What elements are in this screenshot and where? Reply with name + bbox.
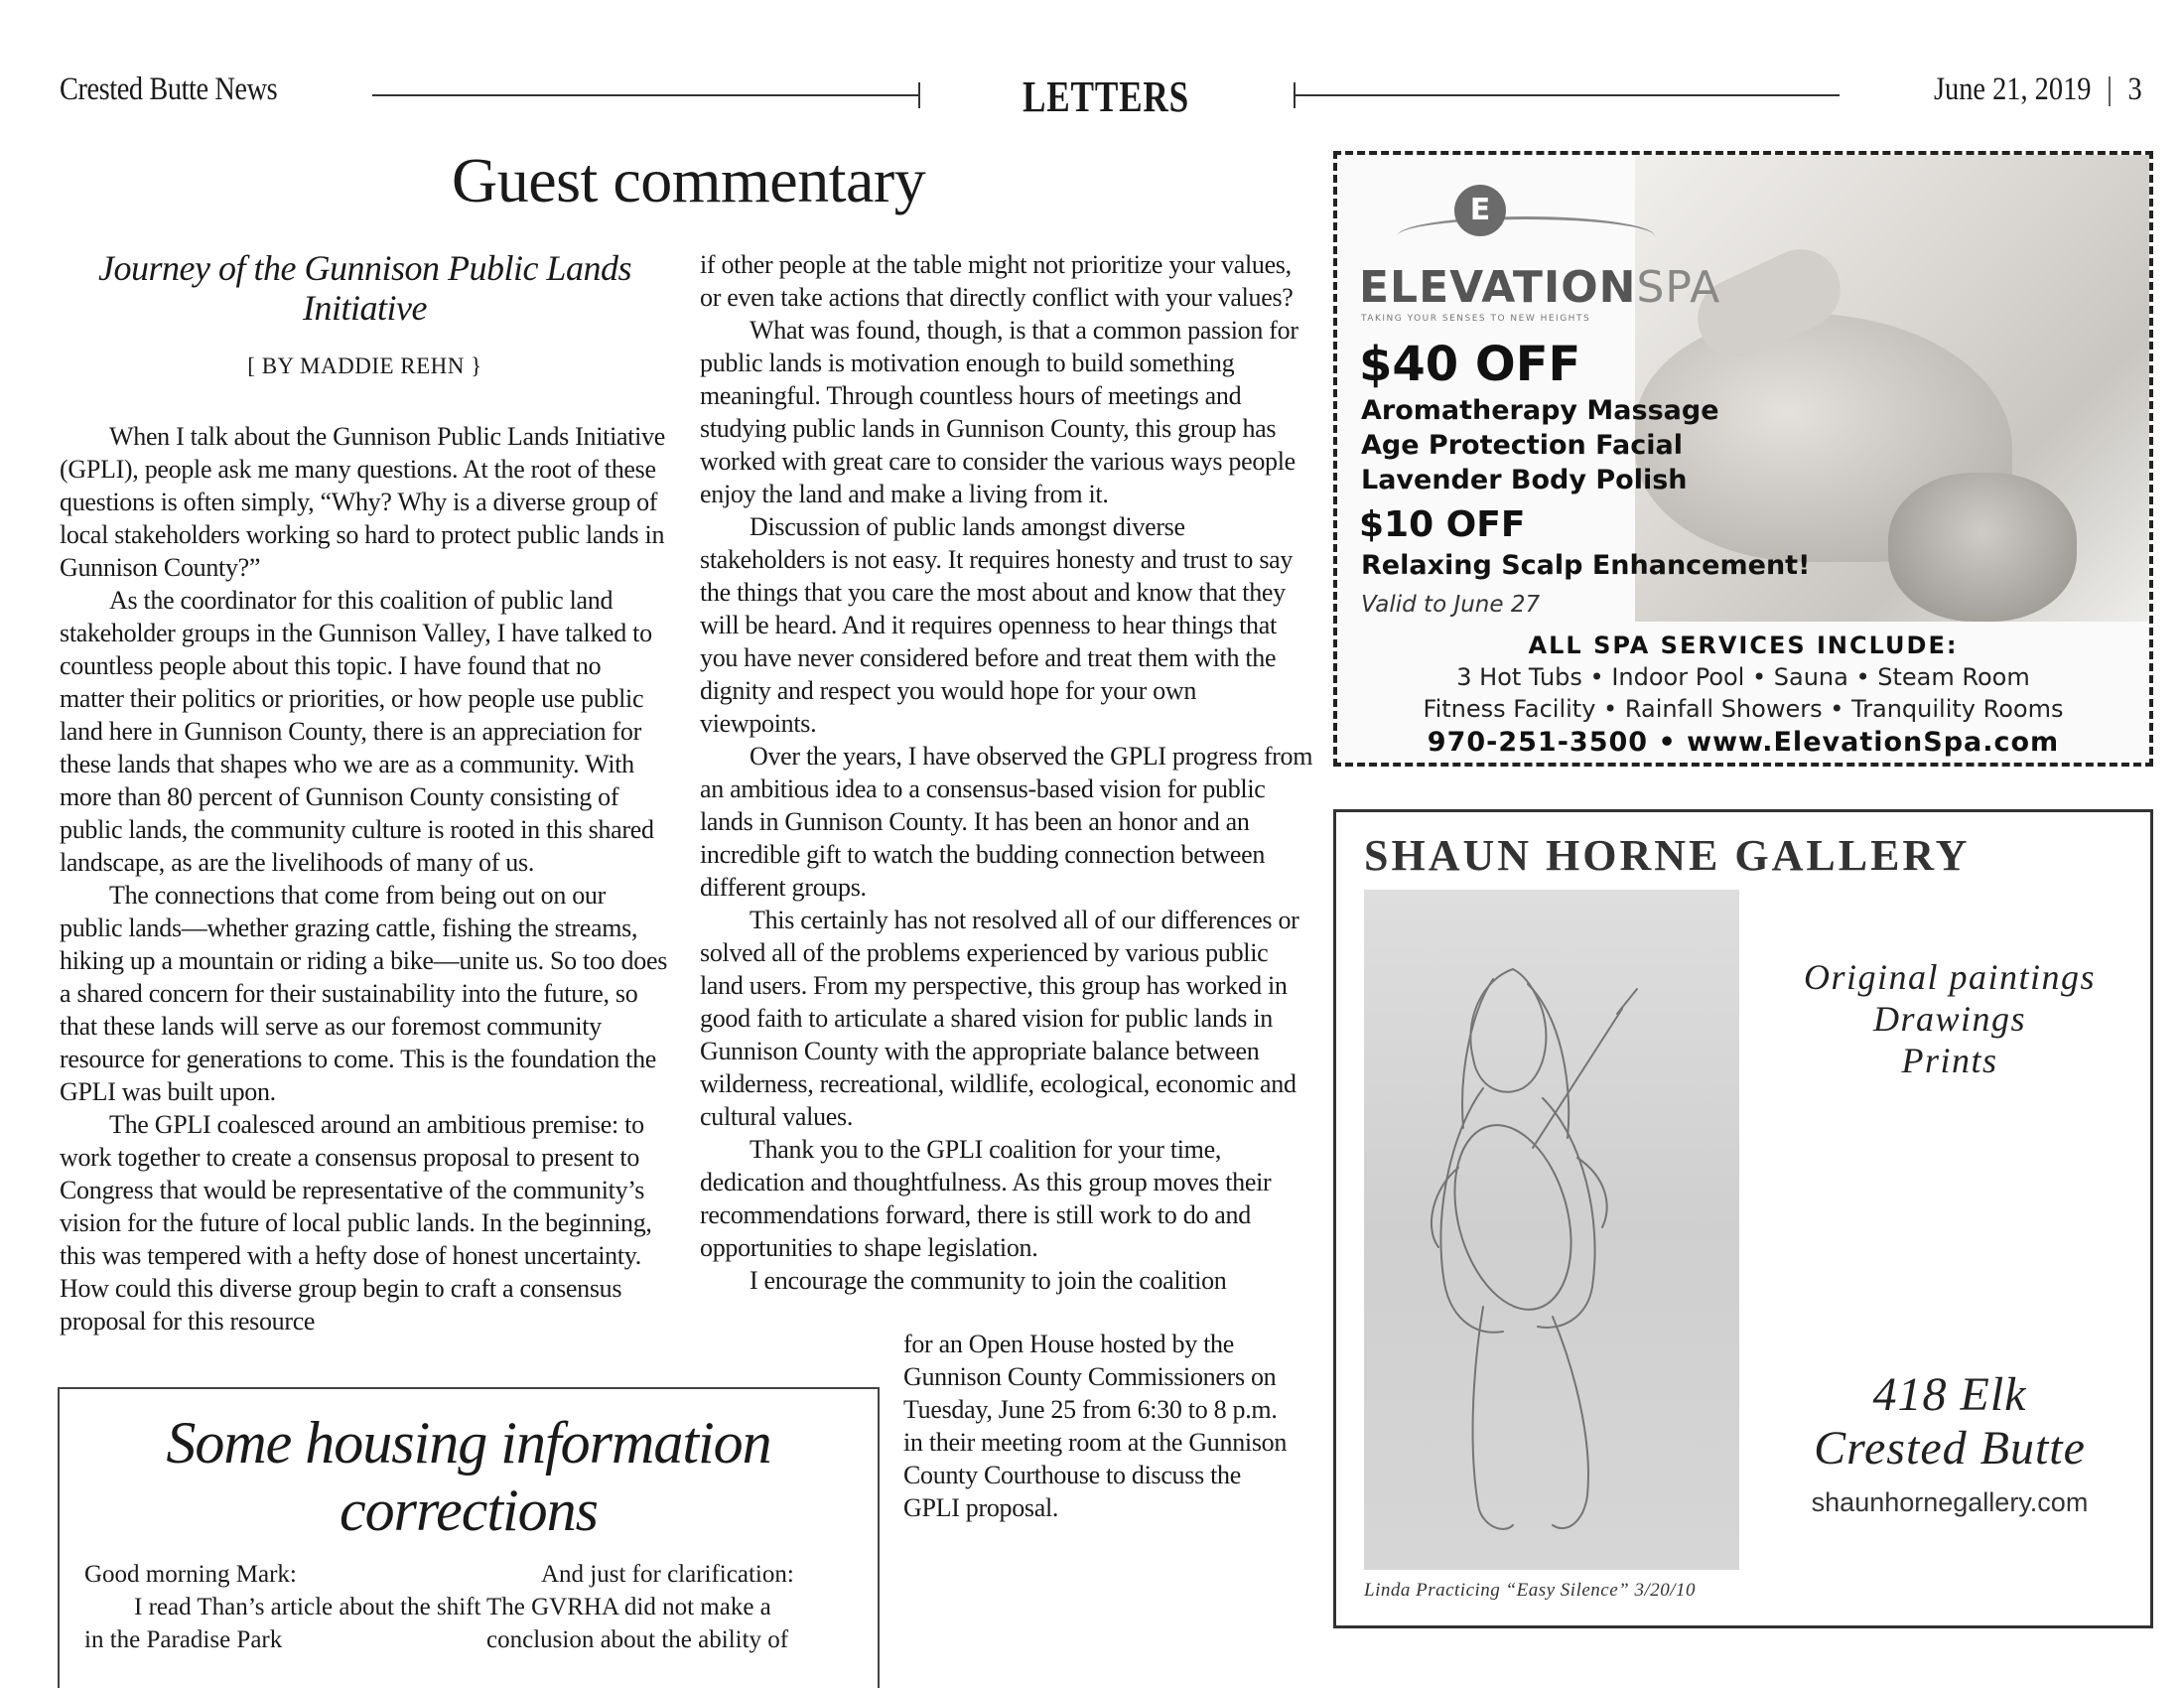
page-headline: Guest commentary bbox=[452, 145, 926, 215]
spa-includes-heading: ALL SPA SERVICES INCLUDE: bbox=[1528, 632, 1959, 659]
gallery-offering-item: Prints bbox=[1901, 1041, 1998, 1080]
spa-brand-bold: ELEVATION bbox=[1359, 262, 1637, 313]
gallery-address-line: Crested Butte bbox=[1814, 1422, 2086, 1475]
spa-includes-line: 3 Hot Tubs • Indoor Pool • Sauna • Steam Room bbox=[1456, 663, 2030, 691]
spa-logo-swoosh-icon bbox=[1397, 216, 1655, 256]
masthead-rule-right bbox=[1294, 94, 1840, 96]
article-paragraph: Over the years, I have observed the GPLI progress from an ambitious idea to a consensus-based vision for public lands in Gunnison County. It has been an honor and an incredible gift to watch the budding connection between different groups. bbox=[700, 742, 1313, 902]
gallery-website: shaunhornegallery.com bbox=[1811, 1487, 2089, 1517]
spa-brand-name bbox=[1359, 262, 1720, 313]
housing-letter-paragraph: And just for clarification: bbox=[541, 1561, 794, 1588]
article-paragraph: The connections that come from being out on our public lands—whether grazing cattle, fishing the streams, hiking up a mountain or riding a bike—unite us. So too does a shared concern for their sustainability into the future, so that these lands will serve as our foremost community resource for generations to come. This is the foundation the GPLI was built upon. bbox=[60, 881, 668, 1106]
masthead-date: June 21, 2019 bbox=[1934, 71, 2092, 107]
article-column-2 bbox=[700, 248, 1315, 1297]
article-paragraph: for an Open House hosted by the Gunnison County Commissioners on Tuesday, June 25 from 6:30 to 8 p.m. in their meeting room at the Gunnison County Courthouse to discuss the GPLI proposal. bbox=[903, 1330, 1288, 1522]
gallery-offering-item: Drawings bbox=[1872, 999, 2027, 1039]
article-paragraph: What was found, though, is that a common passion for public lands is motivation enough to build something meaningful. Through countless hours of meetings and studying public lands in Gunnison County, this group has worked with great care to consider the various ways people enjoy the land and make a living from it. bbox=[700, 316, 1298, 508]
page-number: 3 bbox=[2127, 71, 2142, 107]
housing-letter-paragraph: Good morning Mark: bbox=[84, 1561, 297, 1588]
gallery-name: SHAUN HORNE GALLERY bbox=[1364, 831, 1971, 880]
spa-includes-line: Fitness Facility • Rainfall Showers • Tranquility Rooms bbox=[1423, 695, 2064, 723]
shaun-horne-gallery-ad bbox=[1333, 809, 2153, 1628]
article-column-1 bbox=[60, 248, 670, 1337]
article-paragraph: When I talk about the Gunnison Public Lands Initiative (GPLI), people ask me many questions. At the root of these questions is often simply, “Why? Why is a diverse group of local stakeholders working so hard to protect public lands in Gunnison County?” bbox=[60, 422, 666, 582]
spa-brand-light: SPA bbox=[1636, 262, 1721, 313]
gallery-address bbox=[1765, 1368, 2134, 1476]
article-column-3 bbox=[903, 1328, 1300, 1524]
article-paragraph: Discussion of public lands amongst diverse stakeholders is not easy. It requires honesty and trust to say the things that you care the most about and know that they will be heard. And it requires openness to hear things that you have never considered before and treat them with the dignity and respect you would hope for your own viewpoints. bbox=[700, 512, 1294, 738]
masthead-section-title: LETTERS bbox=[1023, 72, 1189, 121]
guitar-player-sketch-icon bbox=[1364, 890, 1739, 1570]
gallery-offering-item: Original paintings bbox=[1803, 957, 2097, 997]
article-paragraph: As the coordinator for this coalition of public land stakeholder groups in the Gunnison Valley, I have talked to countless people about this topic. I have found that no matter their politics or priorities, or how people use public land here in Gunnison County, there is an appreciation for these lands that shapes who we are as a community. With more than 80 percent of Gunnison County consisting of public lands, the community culture is rooted in this shared landscape, as are the livelihoods of many of us. bbox=[60, 586, 654, 877]
housing-letter-paragraph: The GVRHA did not make a conclusion about the ability of bbox=[486, 1594, 789, 1653]
spa-service-item: Age Protection Facial bbox=[1361, 430, 1683, 461]
spa-offer-secondary-service: Relaxing Scalp Enhancement! bbox=[1361, 550, 1811, 581]
gallery-sketch-image bbox=[1364, 890, 1739, 1570]
article-paragraph: Thank you to the GPLI coalition for your time, dedication and thoughtfulness. As this group moves their recommendations forward, there is still work to do and opportunities to shape legislation. bbox=[700, 1135, 1272, 1262]
article-paragraph: I encourage the community to join the coalition bbox=[750, 1266, 1227, 1295]
housing-letter-box bbox=[58, 1387, 880, 1688]
spa-service-item: Lavender Body Polish bbox=[1361, 465, 1688, 495]
spa-offer-secondary: $10 OFF bbox=[1359, 504, 1526, 545]
masthead-separator: | bbox=[2107, 71, 2113, 107]
housing-letter-column-right bbox=[486, 1558, 864, 1656]
gallery-address-line: 418 Elk bbox=[1872, 1368, 2027, 1421]
spa-service-item: Aromatherapy Massage bbox=[1361, 395, 1719, 426]
spa-photo-head bbox=[1888, 473, 2077, 622]
spa-service-list bbox=[1361, 393, 1719, 497]
masthead-rule-left bbox=[372, 94, 918, 96]
housing-letter-paragraph: I read Than’s article about the shift in the Paradise Park bbox=[84, 1594, 481, 1653]
article-title: Journey of the Gunnison Public Lands Initiative bbox=[98, 248, 631, 328]
housing-letter-title: Some housing information corrections bbox=[166, 1410, 771, 1543]
article-paragraph: This certainly has not resolved all of our differences or solved all of the problems experienced by various public land users. From my perspective, this group has worked in good faith to articulate a shared vision for public lands in Gunnison County with the appropriate balance between wilderness, recreational, wildlife, ecological, economic and cultural values. bbox=[700, 906, 1299, 1131]
article-paragraph: The GPLI coalesced around an ambitious premise: to work together to create a consensus proposal to present to Congress that would be representative of the community’s vision for the future of local public lands. In the beginning, this was tempered with a hefty dose of honest uncertainty. How could this diverse group begin to craft a consensus proposal for this resource bbox=[60, 1110, 652, 1336]
elevation-spa-ad bbox=[1333, 151, 2153, 767]
spa-valid-date: Valid to June 27 bbox=[1361, 592, 1541, 618]
spa-offer-primary: $40 OFF bbox=[1359, 337, 1581, 392]
gallery-offerings bbox=[1765, 956, 2134, 1081]
gallery-artwork-caption: Linda Practicing “Easy Silence” 3/20/10 bbox=[1364, 1580, 1697, 1601]
spa-tagline: TAKING YOUR SENSES TO NEW HEIGHTS bbox=[1361, 314, 1591, 324]
spa-contact-info: 970-251-3500 • www.ElevationSpa.com bbox=[1427, 727, 2060, 758]
housing-letter-column-left bbox=[84, 1558, 481, 1656]
masthead-paper-name: Crested Butte News bbox=[60, 71, 278, 107]
spa-logo-icon: E bbox=[1454, 185, 1506, 236]
masthead-tick-left bbox=[918, 82, 920, 108]
masthead-date-page bbox=[1934, 71, 2142, 108]
article-byline: [ BY MADDIE REHN } bbox=[247, 353, 482, 378]
article-paragraph: if other people at the table might not prioritize your values, or even take actions that directly conflict with your values? bbox=[700, 250, 1294, 312]
